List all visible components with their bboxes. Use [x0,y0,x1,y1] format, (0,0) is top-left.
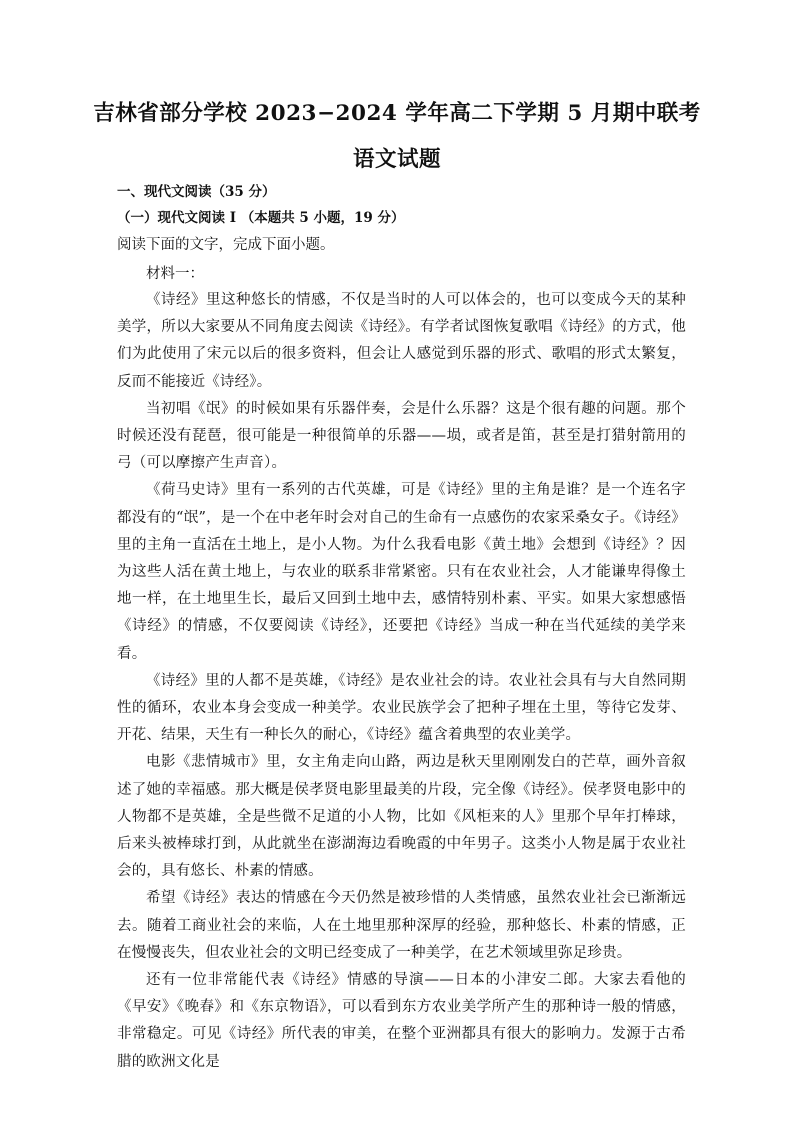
document-title: 吉林省部分学校 2023−2024 学年高二下学期 5 月期中联考 [93,101,701,126]
reading-instruction: 阅读下面的文字，完成下面小题。 [117,237,335,253]
material-label: 材料一： [146,266,204,282]
paragraph: 《诗经》里这种悠长的情感，不仅是当时的人可以体会的，也可以变成今天的某种美学，所以大家要从不同角度去阅读《诗经》。有学者试图恢复歌唱《诗经》的方式，他们为此使用了宋元以后的很多资料，但会让人感觉到乐器的形式、歌唱的形式太繁复，反而不能接近《诗经》。 [117,292,686,390]
paragraph: 《荷马史诗》里有一系列的古代英雄，可是《诗经》里的主角是谁？是一个连名字都没有的“氓”，是一个在中老年时会对自己的生命有一点感伤的农家采桑女子。《诗经》里的主角一直活在土地上，是小人物。为什么我看电影《黄土地》会想到《诗经》？因为这些人活在黄土地上，与农业的联系非常紧密。只有在农业社会，人才能谦卑得像土地一样，在土地里生长，最后又回到土地中去，感情特别朴素、平实。如果大家想感悟《诗经》的情感，不仅要阅读《诗经》，还要把《诗经》当成一种在当代延续的美学来看。 [117,482,686,662]
paragraph: 还有一位非常能代表《诗经》情感的导演——日本的小津安二郎。大家去看他的《早安》《晚春》和《东京物语》，可以看到东方农业美学所产生的那种诗一般的情感，非常稳定。可见《诗经》所代表的审美，在整个亚洲都具有很大的影响力。发源于古希腊的欧洲文化是 [117,972,686,1070]
material-body [117,287,686,1076]
paragraph: 电影《悲情城市》里，女主角走向山路，两边是秋天里刚刚发白的芒草，画外音叙述了她的幸福感。那大概是侯孝贤电影里最美的片段，完全像《诗经》。侯孝贤电影中的人物都不是英雄，全是些微不足道的小人物，比如《风柜来的人》里那个早年打棒球，后来头被棒球打到，从此就坐在澎湖海边看晚霞的中年男子。这类小人物是属于农业社会的，具有悠长、朴素的情感。 [117,754,686,880]
paragraph: 希望《诗经》表达的情感在今天仍然是被珍惜的人类情感，虽然农业社会已渐渐远去。随着工商业社会的来临，人在土地里那种深厚的经验，那种悠长、朴素的情感，正在慢慢丧失，但农业社会的文明已经变成了一种美学，在艺术领域里弥足珍贵。 [117,890,686,961]
subsection-heading: （一）现代文阅读 I （本题共 5 小题，19 分） [117,210,405,226]
paragraph: 当初唱《氓》的时候如果有乐器伴奏，会是什么乐器？这是个很有趣的问题。那个时候还没有琵琶，很可能是一种很简单的乐器——埙，或者是笛，甚至是打猎射箭用的弓（可以摩擦产生声音）。 [117,400,686,472]
document-subtitle: 语文试题 [352,147,441,172]
paragraph: 《诗经》里的人都不是英雄，《诗经》是农业社会的诗。农业社会具有与大自然同期性的循环，农业本身会变成一种美学。农业民族学会了把种子埋在土里，等待它发芽、开花、结果，天生有一种长久的耐心，《诗经》蕴含着典型的农业美学。 [117,672,686,744]
section-heading: 一、现代文阅读（35 分） [117,184,276,200]
